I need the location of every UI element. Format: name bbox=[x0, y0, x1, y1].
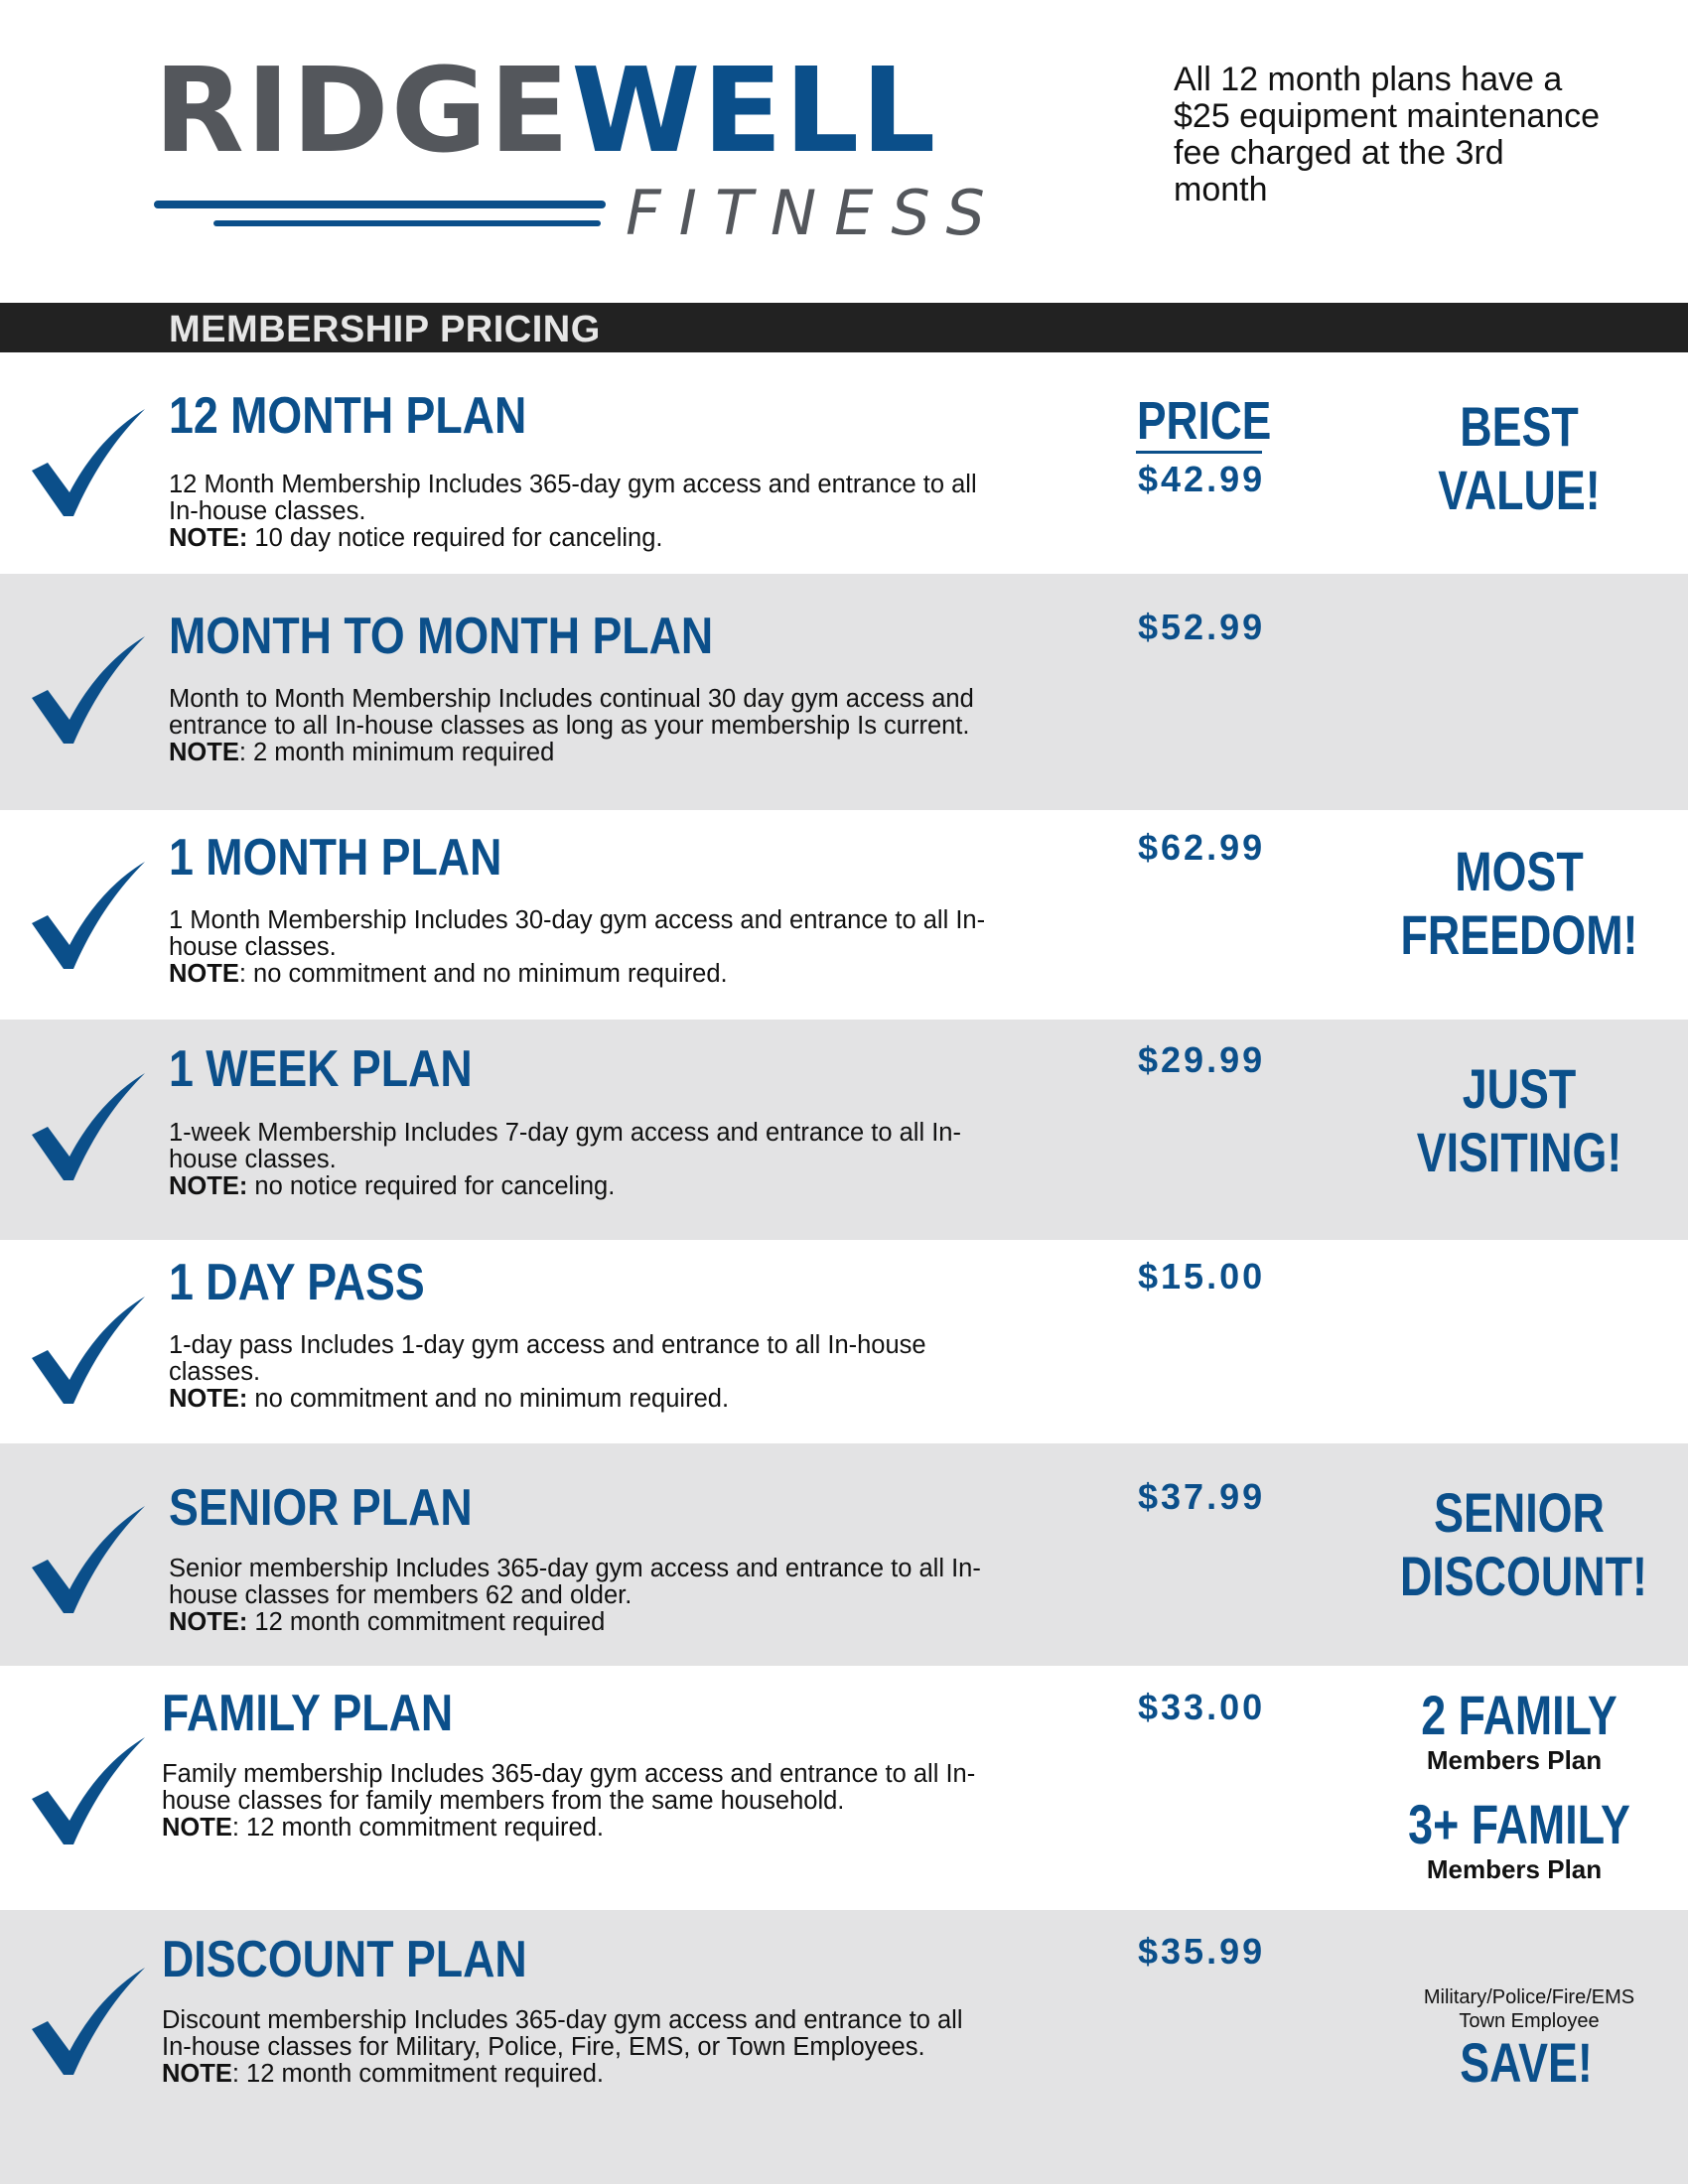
plan-note-text: 12 month commitment required bbox=[247, 1608, 606, 1636]
plan-description bbox=[169, 686, 993, 766]
plan-note-label: NOTE: bbox=[169, 1172, 248, 1200]
plan-note-label: NOTE: bbox=[169, 1608, 248, 1636]
plan-description bbox=[169, 472, 993, 552]
plan-badge-3-family-sub: Members Plan bbox=[1426, 1854, 1603, 1884]
plan-description bbox=[169, 1332, 963, 1413]
plan-badge-line-1: JUST bbox=[1462, 1057, 1577, 1120]
price-heading: PRICE bbox=[1137, 391, 1272, 451]
plan-badge-line-1: BEST bbox=[1460, 395, 1579, 458]
plan-badge-line-2: VALUE! bbox=[1438, 459, 1601, 521]
plan-title: DISCOUNT PLAN bbox=[162, 1931, 527, 1988]
logo-word-ridge: RIDGE bbox=[154, 42, 572, 179]
plan-description-text: 1-day pass Includes 1-day gym access and entrance to all In-house classes. bbox=[169, 1331, 926, 1386]
plan-badge bbox=[1400, 395, 1638, 522]
ridgewell-fitness-logo bbox=[154, 42, 1048, 260]
logo-streak-line bbox=[154, 201, 606, 208]
plan-description-text: 1-week Membership Includes 7-day gym access and entrance to all In-house classes. bbox=[169, 1119, 961, 1173]
plan-note-text: no commitment and no minimum required. bbox=[247, 1385, 730, 1413]
plan-badge-line-2: FREEDOM! bbox=[1400, 903, 1638, 966]
plan-description bbox=[169, 907, 993, 988]
plan-row-month-to-month bbox=[0, 574, 1688, 810]
plan-badge-2-family: 2 FAMILY bbox=[1421, 1684, 1618, 1746]
plan-price: $29.99 bbox=[1138, 1039, 1266, 1080]
plan-note-label: NOTE bbox=[162, 2060, 232, 2088]
section-title: MEMBERSHIP PRICING bbox=[169, 309, 601, 350]
plan-title: 1 MONTH PLAN bbox=[169, 829, 502, 887]
header bbox=[0, 0, 1688, 303]
plan-title: 12 MONTH PLAN bbox=[169, 387, 527, 445]
checkmark-icon bbox=[30, 1297, 147, 1406]
plan-badge-2-family-sub: Members Plan bbox=[1426, 1745, 1603, 1775]
plan-note-label: NOTE bbox=[169, 739, 239, 766]
plan-price: $15.00 bbox=[1138, 1256, 1266, 1297]
plan-title: 1 WEEK PLAN bbox=[169, 1040, 473, 1098]
plan-title: FAMILY PLAN bbox=[162, 1685, 454, 1742]
checkmark-icon bbox=[30, 409, 147, 518]
plan-badge-line-1: SENIOR bbox=[1434, 1481, 1605, 1544]
plan-note-label: NOTE bbox=[162, 1814, 232, 1842]
plan-note-text: : 2 month minimum required bbox=[238, 739, 555, 766]
plan-note-text: : 12 month commitment required. bbox=[231, 2060, 605, 2088]
plan-row-1-month bbox=[0, 810, 1688, 1020]
plan-description bbox=[169, 1120, 993, 1200]
plan-note-text: : no commitment and no minimum required. bbox=[238, 960, 728, 988]
plan-description bbox=[162, 2007, 986, 2088]
plan-badge bbox=[1400, 1481, 1647, 1608]
plan-price: $42.99 bbox=[1138, 459, 1266, 499]
plan-description-text: Family membership Includes 365-day gym access and entrance to all In-house classes for family members from the same household. bbox=[162, 1760, 976, 1815]
logo-streak-line bbox=[213, 220, 601, 226]
plan-badge bbox=[1400, 840, 1638, 967]
equipment-fee-note: All 12 month plans have a $25 equipment maintenance fee charged at the 3rd month bbox=[1174, 61, 1601, 208]
checkmark-icon bbox=[30, 1968, 147, 2077]
plan-note-label: NOTE: bbox=[169, 524, 248, 552]
plan-badge-line-1: MOST bbox=[1455, 840, 1584, 902]
plan-badge-eligibility-2: Town Employee bbox=[1459, 2010, 1600, 2032]
plan-note-text: no notice required for canceling. bbox=[247, 1172, 616, 1200]
section-bar bbox=[0, 303, 1688, 352]
plan-description-text: Month to Month Membership Includes continual 30 day gym access and entrance to all In-house classes as long as your membership Is current. bbox=[169, 685, 974, 740]
plan-price: $35.99 bbox=[1138, 1931, 1266, 1972]
logo-wordmark bbox=[154, 42, 938, 179]
plan-badge-save: SAVE! bbox=[1460, 2031, 1593, 2094]
plan-title: SENIOR PLAN bbox=[169, 1479, 473, 1537]
checkmark-icon bbox=[30, 1737, 147, 1846]
plan-note-text: : 12 month commitment required. bbox=[231, 1814, 605, 1842]
plan-note-text: 10 day notice required for canceling. bbox=[247, 524, 663, 552]
plan-description-text: 12 Month Membership Includes 365-day gym access and entrance to all In-house classes. bbox=[169, 471, 977, 525]
plan-badge-line-2: VISITING! bbox=[1416, 1121, 1622, 1183]
checkmark-icon bbox=[30, 636, 147, 746]
checkmark-icon bbox=[30, 862, 147, 971]
plan-row-senior bbox=[0, 1443, 1688, 1666]
plan-description-text: 1 Month Membership Includes 30-day gym access and entrance to all In-house classes. bbox=[169, 906, 986, 961]
plan-row-1-week bbox=[0, 1020, 1688, 1240]
plan-title: MONTH TO MONTH PLAN bbox=[169, 608, 714, 665]
plan-price: $62.99 bbox=[1138, 827, 1266, 868]
plan-note-label: NOTE bbox=[169, 960, 239, 988]
plan-price: $52.99 bbox=[1138, 607, 1266, 647]
plan-description-text: Discount membership Includes 365-day gym access and entrance to all In-house classes for Military, Police, Fire, EMS, or Town Employees. bbox=[162, 2006, 963, 2061]
checkmark-icon bbox=[30, 1506, 147, 1615]
plan-badge-3-family: 3+ FAMILY bbox=[1408, 1793, 1630, 1855]
plan-note-label: NOTE: bbox=[169, 1385, 248, 1413]
plan-description bbox=[162, 1761, 986, 1842]
plan-row-1-day bbox=[0, 1240, 1688, 1443]
plan-price: $33.00 bbox=[1138, 1687, 1266, 1727]
plan-description-text: Senior membership Includes 365-day gym access and entrance to all In-house classes for members 62 and older. bbox=[169, 1555, 981, 1609]
plan-row-12-month bbox=[0, 352, 1688, 574]
logo-word-well: WELL bbox=[571, 42, 938, 179]
plan-row-discount bbox=[0, 1910, 1688, 2184]
plan-row-family bbox=[0, 1666, 1688, 1910]
logo-subtitle: FITNESS bbox=[626, 177, 1003, 249]
plan-title: 1 DAY PASS bbox=[169, 1254, 425, 1311]
plan-badge-eligibility-1: Military/Police/Fire/EMS bbox=[1423, 1986, 1635, 2008]
plan-description bbox=[169, 1556, 993, 1636]
plan-badge bbox=[1400, 1057, 1638, 1184]
plan-badge-line-2: DISCOUNT! bbox=[1400, 1545, 1647, 1607]
checkmark-icon bbox=[30, 1073, 147, 1182]
plan-price: $37.99 bbox=[1138, 1476, 1266, 1517]
